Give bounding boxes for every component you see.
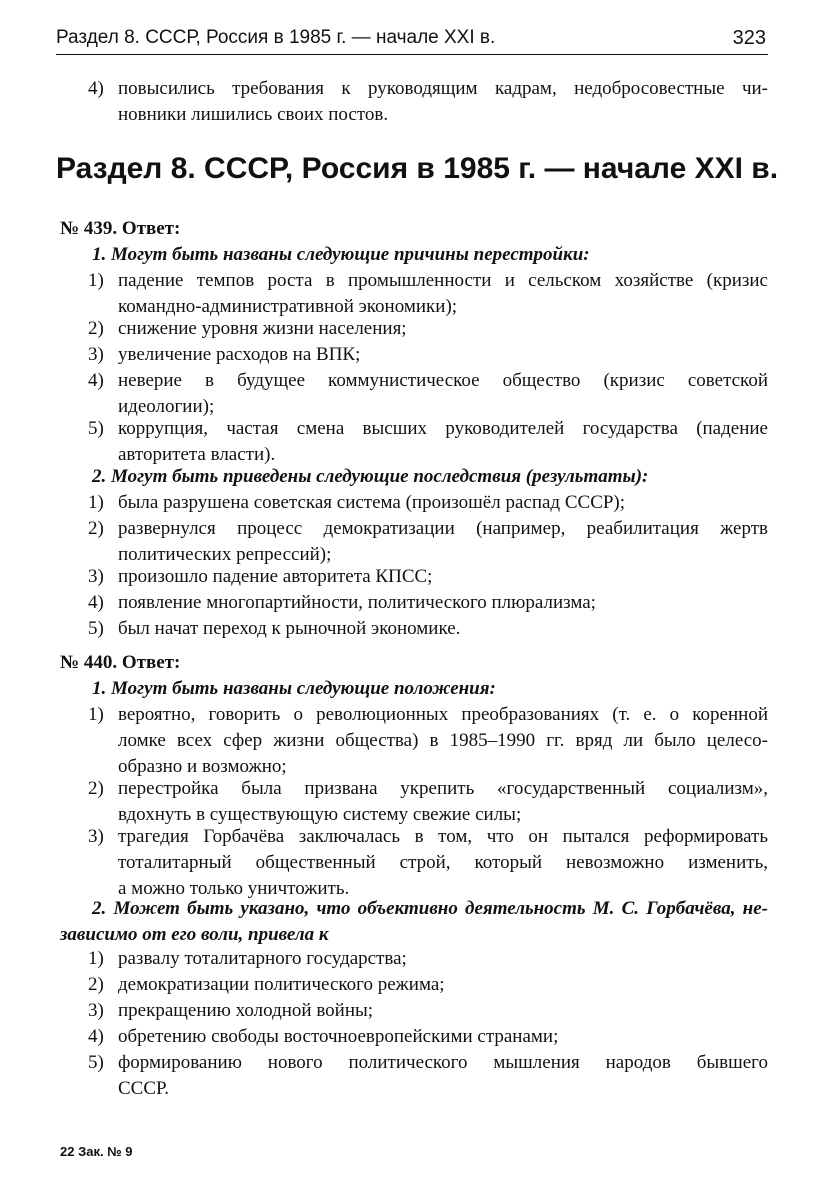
item-line: образно и возможно; — [118, 756, 287, 777]
subhead-440-1: 1. Могут быть названы следующие положения: — [92, 678, 496, 699]
item-line: коррупция, частая смена высших руководителей государства (падение — [118, 418, 768, 439]
item-line: вдохнуть в существующую систему свежие силы; — [118, 804, 522, 825]
running-header — [56, 26, 768, 55]
subhead-440-2-line1: 2. Может быть указано, что объективно деятельность М. С. Горбачёва, не- — [92, 898, 768, 919]
subhead-440-2-line2: зависимо от его воли, привела к — [60, 924, 329, 945]
item-line: командно-административной экономики); — [118, 296, 458, 317]
printer-signature-mark: 22 Зак. № 9 — [60, 1144, 133, 1159]
list-number: 3) — [88, 1000, 104, 1021]
item-line: произошло падение авторитета КПСС; — [118, 566, 433, 587]
item-line: новники лишились своих постов. — [118, 104, 389, 125]
list-number: 1) — [88, 270, 104, 291]
item-line: тоталитарный общественный строй, который невозможно изменить, — [118, 852, 768, 873]
item-line: демократизации политического режима; — [118, 974, 445, 995]
page-number: 323 — [732, 27, 766, 49]
item-line: повысились требования к руководящим кадрам, недобросовестные чи- — [118, 78, 768, 99]
carryover-item — [88, 76, 768, 128]
item-line: перестройка была призвана укрепить «государственный социализм», — [118, 778, 768, 799]
subhead-439-1: 1. Могут быть названы следующие причины перестройки: — [92, 244, 590, 265]
list-number: 3) — [88, 826, 104, 847]
item-line: развалу тоталитарного государства; — [118, 948, 407, 969]
list-number: 1) — [88, 704, 104, 725]
item-line: появление многопартийности, политического плюрализма; — [118, 592, 596, 613]
item-line: СССР. — [118, 1078, 169, 1099]
item-line: снижение уровня жизни населения; — [118, 318, 407, 339]
item-line: а можно только уничтожить. — [118, 878, 350, 899]
list-number: 1) — [88, 492, 104, 513]
answer-label-439: № 439. Ответ: — [60, 218, 181, 239]
list-number: 2) — [88, 974, 104, 995]
item-line: формированию нового политического мышления народов бывшего — [118, 1052, 768, 1073]
item-line: увеличение расходов на ВПК; — [118, 344, 361, 365]
list-number: 4) — [88, 592, 104, 613]
answer-label-440: № 440. Ответ: — [60, 652, 181, 673]
list-number: 4) — [88, 78, 104, 99]
list-number: 2) — [88, 778, 104, 799]
list-number: 5) — [88, 618, 104, 639]
item-line: прекращению холодной войны; — [118, 1000, 374, 1021]
list-number: 4) — [88, 1026, 104, 1047]
list-number: 3) — [88, 344, 104, 365]
list-number: 1) — [88, 948, 104, 969]
list-number: 2) — [88, 518, 104, 539]
item-line: вероятно, говорить о революционных преобразованиях (т. е. о коренной — [118, 704, 768, 725]
item-line: политических репрессий); — [118, 544, 332, 565]
list-number: 2) — [88, 318, 104, 339]
subhead-439-2: 2. Могут быть приведены следующие последствия (результаты): — [92, 466, 649, 487]
item-line: идеологии); — [118, 396, 215, 417]
section-title: Раздел 8. СССР, Россия в 1985 г. — начале XXI в. — [56, 152, 779, 185]
item-line: ломке всех сфер жизни общества) в 1985–1990 гг. вряд ли было целесо- — [118, 730, 768, 751]
list-number: 4) — [88, 370, 104, 391]
item-line: была разрушена советская система (произошёл распад СССР); — [118, 492, 626, 513]
item-line: трагедия Горбачёва заключалась в том, что он пытался реформировать — [118, 826, 768, 847]
item-line: неверие в будущее коммунистическое общество (кризис советской — [118, 370, 768, 391]
running-header-title: Раздел 8. СССР, Россия в 1985 г. — начале XXI в. — [56, 27, 496, 48]
list-number: 5) — [88, 1052, 104, 1073]
item-line: развернулся процесс демократизации (например, реабилитация жертв — [118, 518, 768, 539]
item-line: падение темпов роста в промышленности и сельском хозяйстве (кризис — [118, 270, 768, 291]
item-line: обретению свободы восточноевропейскими странами; — [118, 1026, 559, 1047]
item-line: авторитета власти). — [118, 444, 276, 465]
item-line: был начат переход к рыночной экономике. — [118, 618, 461, 639]
list-number: 3) — [88, 566, 104, 587]
list-number: 5) — [88, 418, 104, 439]
